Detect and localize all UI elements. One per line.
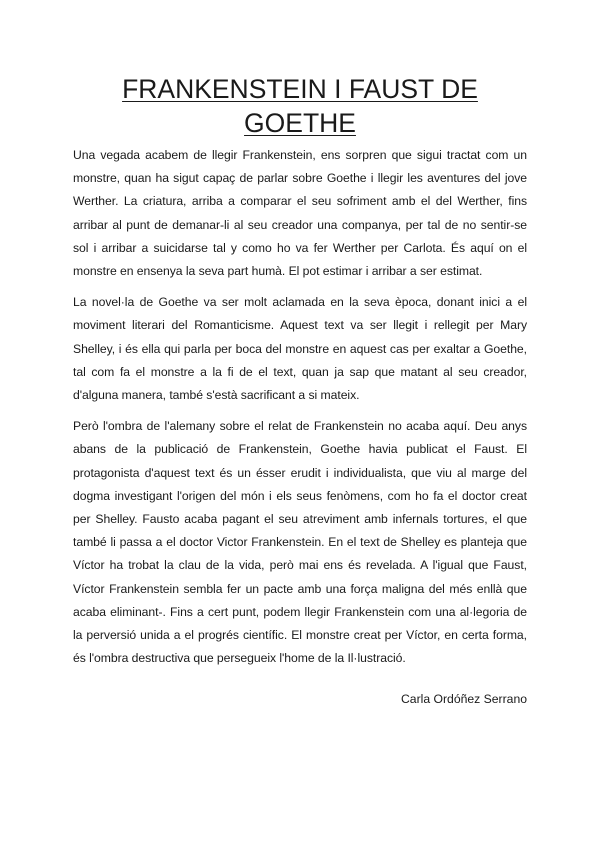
author-signature: Carla Ordóñez Serrano bbox=[401, 692, 527, 706]
title-line-2: GOETHE bbox=[244, 108, 356, 138]
paragraph-3: Però l'ombra de l'alemany sobre el relat de Frankenstein no acaba aquí. Deu anys abans de la publicació de Frankenstein, Goethe havia publicat el Faust. El protagonista d'aquest text és un ésser erudit i individualista, que viu al marge del dogma investigant l'origen del món i els seus fenòmens, com ho fa el doctor creat per Shelley. Fausto acaba pagant el seu atreviment amb infernals tortures, el que també li passa a el doctor Victor Frankenstein. En el text de Shelley es planteja que Víctor ha trobat la clau de la vida, però mai ens és revelada. A l'igual que Faust, Víctor Frankenstein sembla fer un pacte amb una força maligna del més enllà que acaba eliminant-. Fins a cert punt, podem llegir Frankenstein com una al·legoria de la perversió unida a el progrés científic. El monstre creat per Víctor, en certa forma, és l'ombra destructiva que persegueix l'home de la Il·lustració. bbox=[73, 419, 527, 666]
paragraph-2: La novel·la de Goethe va ser molt aclamada en la seva època, donant inici a el moviment literari del Romanticisme. Aquest text va ser llegit i rellegit per Mary Shelley, i és ella qui parla per boca del monstre en aquest cas per exaltar a Goethe, tal com fa el monstre a la fi de el text, quan ja sap que matant al seu creador, d'alguna manera, també s'està sacrificant a si mateix. bbox=[73, 295, 527, 403]
page-title bbox=[73, 72, 527, 140]
document-body bbox=[73, 72, 527, 678]
paragraph-1: Una vegada acabem de llegir Frankenstein, ens sorpren que sigui tractat com un monstre, quan ha sigut capaç de parlar sobre Goethe i llegir les aventures del jove Werther. La criatura, arriba a comparar el seu sofriment amb el del Werther, fins arribar al punt de demanar-li al seu creador una companya, per tal de no sentir-se sol i arribar a suicidarse tal y como ho va fer Werther per Carlota. És aquí on el monstre en ensenya la seva part humà. El pot estimar i arribar a ser estimat. bbox=[73, 148, 527, 279]
title-line-1: FRANKENSTEIN I FAUST DE bbox=[122, 74, 478, 104]
